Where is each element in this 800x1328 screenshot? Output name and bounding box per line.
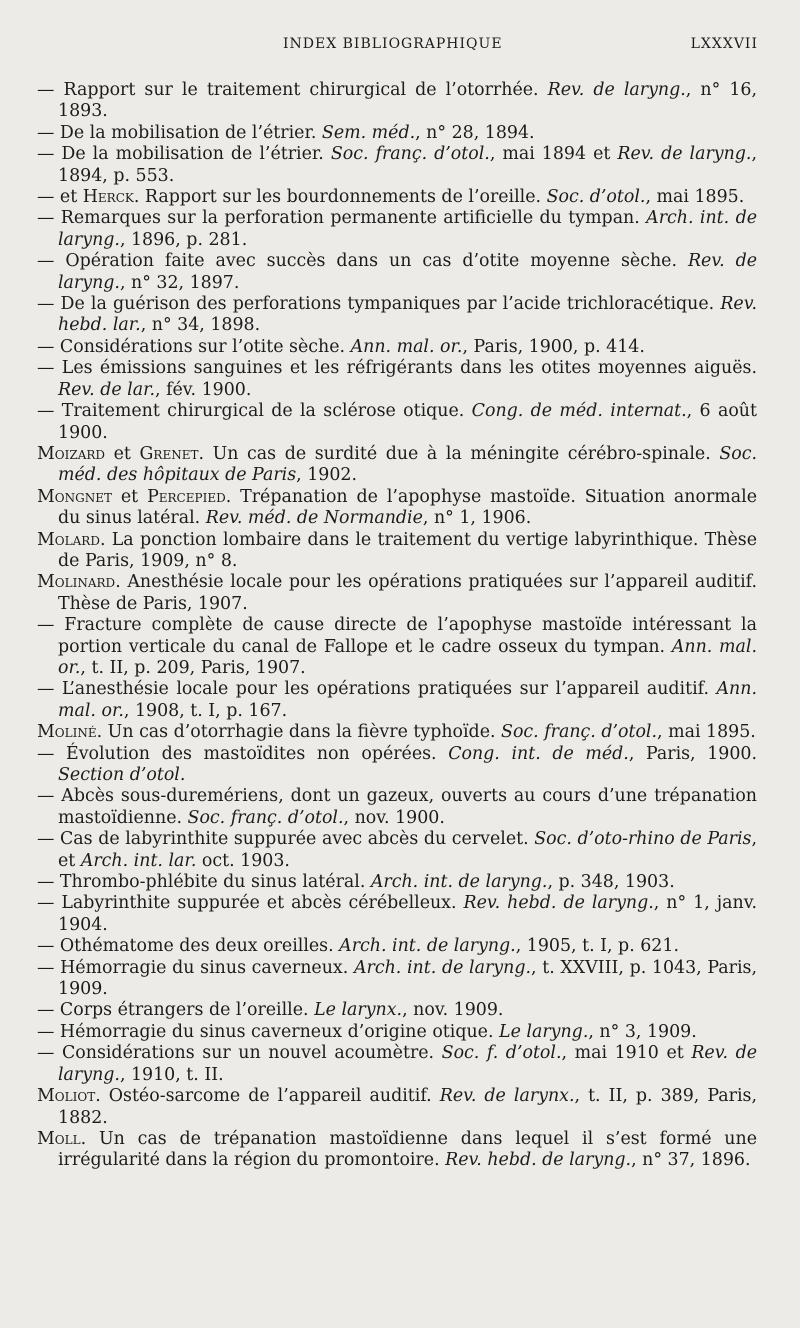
citation-source: Ann. mal. or. <box>58 636 757 678</box>
citation-source: Rev. de laryng. <box>58 1043 757 1085</box>
entry-text: . Un cas d’otorrhagie dans la fièvre typhoïde. <box>96 722 502 743</box>
citation-source: Soc. franç. d’otol. <box>501 722 658 743</box>
header-title: INDEX BIBLIOGRAPHIQUE <box>283 36 503 52</box>
entry-text: , t. II, p. 209, Paris, 1907. <box>80 657 306 678</box>
entry-text: — Considérations sur l’otite sèche. <box>37 336 351 357</box>
entry-text: . Trépanation de l’apophyse mastoïde. Situation anormale du sinus latéral. <box>58 486 757 529</box>
author-name: Molard <box>37 529 100 550</box>
entry-text: , 1905, t. I, p. 621. <box>515 936 679 957</box>
bibliography-entry <box>37 530 757 573</box>
entry-text: , mai 1894 et <box>489 144 618 165</box>
entry-text: — Hémorragie du sinus caverneux d’origine otique. <box>37 1021 500 1042</box>
entry-text: — De la guérison des perforations tympaniques par l’acide trichloracétique. <box>37 294 721 315</box>
citation-source: Soc. franç. d’otol. <box>330 144 490 165</box>
bibliography-entry <box>37 337 757 358</box>
bibliography-entry <box>37 893 757 936</box>
entry-text: , t. XXVIII, p. 1043, Paris, 1909. <box>58 957 758 1000</box>
entry-text: — Othématome des deux oreilles. <box>37 936 340 957</box>
citation-source: Soc. franç. d’otol. <box>187 807 344 828</box>
entry-text: , n° 34, 1898. <box>140 315 261 336</box>
citation-source: Arch. int. lar. <box>80 850 197 871</box>
entry-text: — Rapport sur le traitement chirurgical de l’otorrhée. <box>37 80 548 100</box>
entry-text: — Considérations sur un nouvel acoumètre. <box>37 1043 442 1064</box>
entry-text: — L’anesthésie locale pour les opérations pratiquées sur l’appareil auditif. <box>37 679 717 700</box>
bibliography-entry <box>37 294 757 337</box>
bibliography-entry <box>37 829 757 872</box>
entry-text: , mai 1895. <box>645 187 745 208</box>
bibliography-entry <box>37 1043 757 1086</box>
citation-source: Soc. d’oto-rhino de Paris <box>534 829 752 850</box>
citation-source: Arch. int. de laryng. <box>339 936 516 957</box>
citation-source: Soc. d’otol. <box>546 187 646 208</box>
entry-text: , n° 1, 1906. <box>422 508 532 529</box>
bibliography-entry <box>37 744 757 787</box>
bibliography-entry <box>37 1000 757 1021</box>
bibliography-entry <box>37 80 757 123</box>
entry-text: — Remarques sur la perforation permanente artificielle du tympan. <box>37 208 647 229</box>
entry-text: , et <box>58 829 757 871</box>
entry-text: , n° 28, 1894. <box>415 122 535 143</box>
bibliography-entry <box>37 572 757 615</box>
author-name: Percepied <box>147 486 226 507</box>
bibliography-entry <box>37 1129 757 1172</box>
citation-source: Arch. int. de laryng. <box>353 957 531 978</box>
citation-source: Rev. hebd. de laryng. <box>463 893 654 914</box>
author-name: Grenet <box>139 443 199 464</box>
author-name: Moll <box>37 1128 81 1149</box>
entry-text: , fév. 1900. <box>155 379 252 400</box>
bibliography-entry <box>37 1086 757 1129</box>
bibliography-entry <box>37 786 757 829</box>
author-name: Herck <box>82 187 134 208</box>
citation-source: Le larynx. <box>314 1000 403 1021</box>
citation-source: Rev. hebd. lar. <box>58 294 757 336</box>
bibliography-entry <box>37 208 757 251</box>
author-name: Moizard <box>37 443 106 464</box>
entry-text: , p. 348, 1903. <box>547 872 675 893</box>
entry-text: , nov. 1909. <box>402 1000 504 1021</box>
citation-source: Cong. de méd. internat. <box>471 401 687 422</box>
entry-text: — Traitement chirurgical de la sclérose otique. <box>37 401 472 422</box>
entry-text: — Labyrinthite suppurée et abcès cérébelleux. <box>37 893 464 914</box>
entry-text: , 1896, p. 281. <box>119 229 248 250</box>
entry-text: , 6 août 1900. <box>58 401 757 443</box>
entry-text: , 1894, p. 553. <box>58 144 757 186</box>
entry-text: — Thrombo-phlébite du sinus latéral. <box>37 872 371 893</box>
entry-text: — Abcès sous-duremériens, dont un gazeux, ouverts au cours d’une trépanation mastoïdienne. <box>37 786 757 828</box>
entry-text: . Un cas de surdité due à la méningite cérébro-spinale. <box>198 443 720 464</box>
entry-text: — Cas de labyrinthite suppurée avec abcès du cervelet. <box>37 829 535 850</box>
entry-text: — Évolution des mastoïdites non opérées. <box>37 743 449 764</box>
bibliography-entry <box>37 722 757 743</box>
bibliography-entry <box>37 872 757 893</box>
bibliography-entry <box>37 123 757 144</box>
bibliography-entry <box>37 615 757 679</box>
entry-text: — Hémorragie du sinus caverneux. <box>37 957 354 978</box>
entry-text: — De la mobilisation de l’étrier. <box>37 122 322 143</box>
entry-text: . Un cas de trépanation mastoïdienne dans lequel il s’est formé une irrégularité dans la région du promontoire. <box>58 1128 757 1171</box>
citation-source: Rev. de lar. <box>58 379 156 400</box>
entry-text: , n° 3, 1909. <box>588 1021 697 1042</box>
citation-source: Arch. int. de laryng. <box>58 208 757 250</box>
entry-text: et <box>112 486 148 507</box>
author-name: Mongnet <box>37 486 112 507</box>
entry-text: , n° 32, 1897. <box>119 272 240 293</box>
bibliography-entry <box>37 444 757 487</box>
citation-source: Arch. int. de laryng. <box>370 872 548 893</box>
entry-text: , mai 1910 et <box>561 1043 692 1064</box>
entry-text: , n° 37, 1896. <box>631 1150 751 1171</box>
entry-text: , Paris, 1900, p. 414. <box>462 336 645 357</box>
entry-text: . Anesthésie locale pour les opérations pratiquées sur l’appareil auditif. Thèse de Paris, 1907. <box>58 572 757 614</box>
entry-text: , 1908, t. I, p. 167. <box>123 700 288 721</box>
citation-source: Section d’otol. <box>58 765 186 785</box>
citation-source: Rev. méd. de Normandie <box>205 508 423 529</box>
bibliography-entry <box>37 679 757 722</box>
entry-text: , nov. 1900. <box>343 807 445 828</box>
citation-source: Sem. méd. <box>321 122 416 143</box>
entry-text: — De la mobilisation de l’étrier. <box>37 144 331 165</box>
author-name: Molinard <box>37 572 116 593</box>
citation-source: Rev. de laryng. <box>58 251 757 293</box>
citation-source: Rev. de laryng. <box>547 80 686 100</box>
bibliography-entry <box>37 487 757 530</box>
entry-text: — Fracture complète de cause directe de l’apophyse mastoïde intéressant la portion verticale du canal de Fallope et le cadre osseux du tympan. <box>37 615 757 657</box>
entry-text: , Paris, 1900. <box>628 743 757 764</box>
entry-text: — et <box>37 187 83 208</box>
bibliography-entry <box>37 1022 757 1043</box>
entry-text: , 1902. <box>296 465 357 486</box>
bibliography-entry <box>37 958 757 1001</box>
citation-source: Soc. f. d’otol. <box>441 1043 562 1064</box>
author-name: Moliot <box>37 1086 96 1107</box>
bibliography-entry <box>37 251 757 294</box>
citation-source: Soc. méd. des hôpitaux de Paris <box>58 443 757 486</box>
entry-text: et <box>105 443 140 464</box>
entry-text: , n° 1, janv. 1904. <box>58 893 757 935</box>
entry-text: , 1910, t. II. <box>119 1064 224 1085</box>
bibliography-entry <box>37 144 757 187</box>
citation-source: Rev. hebd. de laryng. <box>445 1150 632 1171</box>
citation-source: Ann. mal. or. <box>58 679 757 721</box>
entry-text: . La ponction lombaire dans le traitement du vertige labyrinthique. Thèse de Paris, 1909, n° 8. <box>58 529 757 571</box>
page-number: LXXXVII <box>690 36 758 52</box>
entry-text: , mai 1895. <box>657 722 756 743</box>
running-header <box>0 36 800 56</box>
citation-source: Rev. de larynx. <box>439 1086 575 1107</box>
bibliography-entry <box>37 401 757 444</box>
entry-text: , t. II, p. 389, Paris, 1882. <box>58 1086 757 1128</box>
entry-text: , n° 16, 1893. <box>58 80 757 122</box>
entry-text: — Les émissions sanguines et les réfrigérants dans les otites moyennes aiguës. <box>37 358 757 379</box>
citation-source: Rev. de laryng. <box>617 144 752 165</box>
citation-source: Ann. mal. or. <box>350 336 463 357</box>
entry-text: oct. 1903. <box>196 850 290 871</box>
entry-text: — Opération faite avec succès dans un cas d’otite moyenne sèche. <box>37 251 688 272</box>
bibliography-list <box>37 80 757 1172</box>
citation-source: Le laryng. <box>499 1021 589 1042</box>
author-name: Moliné <box>37 722 97 743</box>
bibliography-entry <box>37 358 757 401</box>
bibliography-entry <box>37 187 757 208</box>
bibliography-entry <box>37 936 757 957</box>
entry-text: — Corps étrangers de l’oreille. <box>37 1000 315 1021</box>
entry-text: . Ostéo-sarcome de l’appareil auditif. <box>95 1086 440 1107</box>
citation-source: Cong. int. de méd. <box>448 743 629 764</box>
entry-text: . Rapport sur les bourdonnements de l’oreille. <box>133 187 547 208</box>
